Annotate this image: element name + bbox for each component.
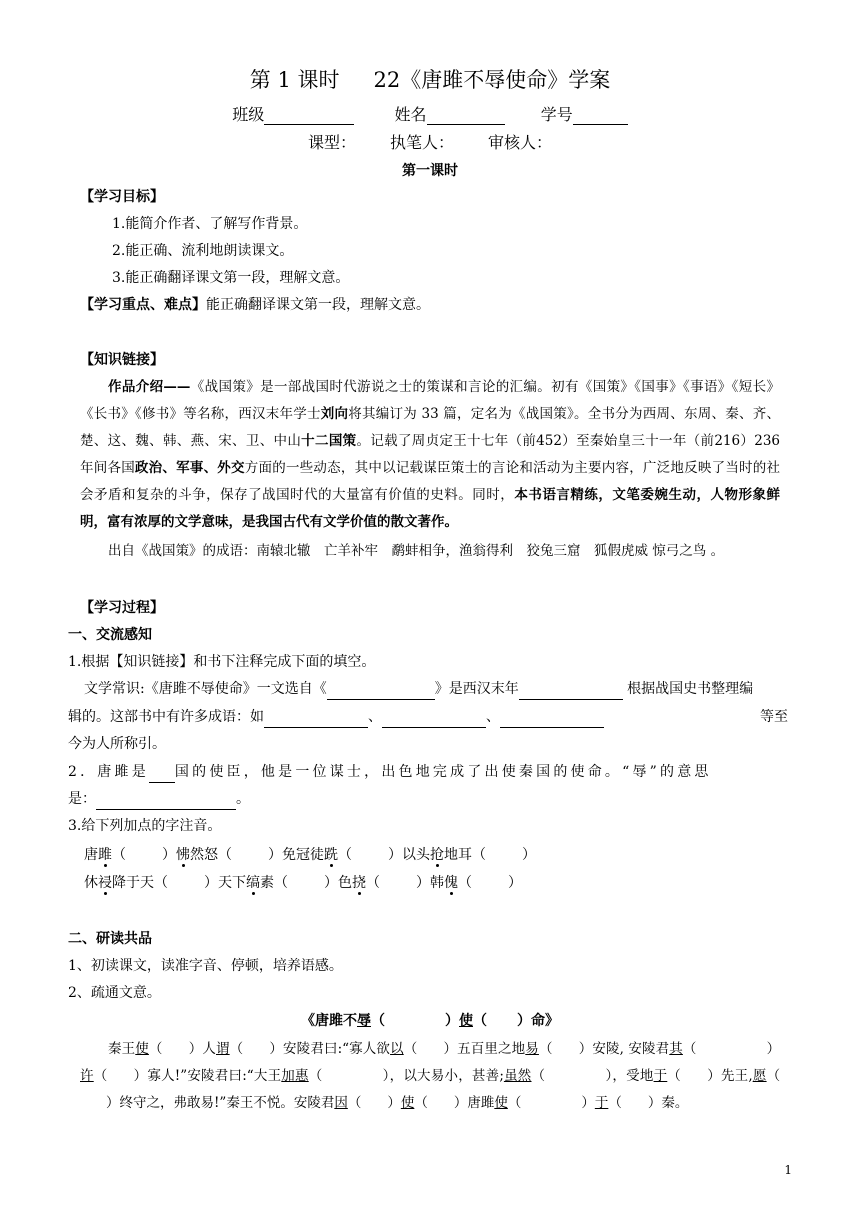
pinyin-dotted-char: 挠 <box>352 875 366 891</box>
title-lesson: 第 1 课时 <box>249 68 340 92</box>
pinyin-blank[interactable]: （ ） <box>112 847 176 863</box>
passage-keyword: 于 <box>653 1068 668 1084</box>
q1-blank-idiom-3[interactable] <box>500 711 604 728</box>
q1-blank-book[interactable] <box>327 683 435 700</box>
question-1-line-b <box>68 706 788 728</box>
knowledge-heading: 【知识链接】 <box>80 352 164 368</box>
passage-blank[interactable]: （ ） <box>414 1095 468 1111</box>
knowledge-liuxiang: 刘向 <box>320 406 349 422</box>
process-heading: 【学习过程】 <box>80 600 164 616</box>
name-blank[interactable] <box>427 107 505 125</box>
pinyin-post: 素 <box>260 875 274 891</box>
passage-text: 五百里之地 <box>457 1041 526 1057</box>
q1-sep-2: 、 <box>486 709 500 725</box>
name-label: 姓名 <box>394 105 427 124</box>
q2-text-a: 2．唐雎是 <box>68 764 149 780</box>
text-title: 《唐雎不辱（ ）使（ ）命》 <box>301 1013 559 1029</box>
passage-text: ，受地 <box>612 1068 654 1084</box>
knowledge-twelve: 十二国策 <box>301 433 357 449</box>
pinyin-post: 然怒 <box>190 847 218 863</box>
pinyin-pre: 以头 <box>402 847 430 863</box>
pinyin-blank[interactable]: （ ） <box>218 847 282 863</box>
passage-keyword: 其 <box>669 1041 683 1057</box>
question-1-line-a <box>68 678 804 700</box>
writer-label: 执笔人： <box>389 133 454 152</box>
q2-text-c: 是： <box>68 791 96 807</box>
passage <box>80 1036 780 1117</box>
knowledge-paragraph <box>80 374 780 536</box>
pinyin-row-1 <box>84 844 784 866</box>
q1-text-d: 辑的。这部书中有许多成语：如 <box>68 709 264 725</box>
pinyin-item <box>84 875 218 891</box>
passage-keyword: 虽然 <box>503 1068 532 1084</box>
lesson-heading: 第一课时 <box>402 163 458 179</box>
text-title-shi: 使 <box>459 1013 473 1029</box>
pinyin-post: 地耳 <box>444 847 472 863</box>
q2-blank-meaning[interactable] <box>96 793 236 810</box>
pinyin-pre: 色 <box>338 875 352 891</box>
passage-text: 安陵君曰:“寡人欲 <box>283 1041 391 1057</box>
pinyin-post: 降于天 <box>112 875 154 891</box>
pinyin-dotted-char: 傀 <box>444 875 458 891</box>
pinyin-blank[interactable]: （ ） <box>274 875 338 891</box>
question-2-line-b <box>68 788 768 810</box>
q1-blank-author[interactable] <box>519 683 623 700</box>
objective-item-1: 1.能简介作者、了解写作背景。 <box>112 216 308 232</box>
key-points-text: 能正确翻译课文第一段，理解文意。 <box>206 297 430 313</box>
passage-blank[interactable]: （ ） <box>682 1041 781 1057</box>
step-2: 2、疏通文意。 <box>68 985 161 1001</box>
pinyin-item <box>282 847 402 863</box>
passage-blank[interactable]: （ ） <box>403 1041 458 1057</box>
question-2-line-a <box>68 761 788 783</box>
pinyin-pre: 天下 <box>218 875 246 891</box>
page-number: 1 <box>784 1163 792 1177</box>
id-blank[interactable] <box>573 107 628 125</box>
passage-keyword: 使 <box>494 1095 508 1111</box>
passage-text: 安陵, 安陵君 <box>592 1041 670 1057</box>
passage-text: 唐雎 <box>467 1095 495 1111</box>
passage-keyword: 加惠 <box>281 1068 309 1084</box>
knowledge-politics: 政治、军事、外交 <box>134 460 245 476</box>
id-label: 学号 <box>540 105 573 124</box>
title-text: 22《唐雎不辱使命》学案 <box>373 68 611 92</box>
question-1-line-c: 今为人所称引。 <box>68 736 166 752</box>
pinyin-dotted-char: 雎 <box>98 847 112 863</box>
passage-keyword: 于 <box>594 1095 609 1111</box>
text-title-ru: 辱 <box>357 1013 371 1029</box>
passage-keyword: 愿 <box>752 1068 767 1084</box>
pinyin-item <box>218 875 338 891</box>
passage-blank[interactable]: （ ） <box>308 1068 390 1084</box>
pinyin-blank[interactable]: （ ） <box>366 875 430 891</box>
pinyin-blank[interactable]: （ ） <box>154 875 218 891</box>
passage-text: 终守之，弗敢易!”秦王不悦。安陵君 <box>119 1095 335 1111</box>
q1-blank-idiom-1[interactable] <box>264 711 368 728</box>
passage-keyword: 许 <box>80 1068 94 1084</box>
passage-blank[interactable]: （ ） <box>507 1095 595 1111</box>
passage-blank[interactable]: （ ） <box>608 1095 662 1111</box>
question-1: 1.根据【知识链接】和书下注释完成下面的填空。 <box>68 654 376 670</box>
idioms-paragraph: 出自《战国策》的成语：南辕北辙 亡羊补牢 鹬蚌相争，渔翁得利 狡兔三窟 狐假虎威 惊弓之鸟 。 <box>108 543 725 559</box>
pinyin-blank[interactable]: （ ） <box>338 847 402 863</box>
key-points-heading: 【学习重点、难点】 <box>80 297 206 313</box>
section-two-heading: 二、研读共品 <box>68 931 152 947</box>
passage-text: 秦王 <box>108 1041 136 1057</box>
knowledge-text-b: 将其编订为 33 篇，定名为《战国策》。全书分为西周、东周、秦、齐、楚、这、魏、韩、燕、宋、卫、中山 <box>80 406 781 449</box>
meta-line <box>0 130 860 153</box>
q2-text-d: 。 <box>236 791 250 807</box>
passage-keyword: 易 <box>525 1041 539 1057</box>
knowledge-bold-end: 本书语言精练，文笔委婉生动，人物形象鲜明，富有浓厚的文学意味，是我国古代有文学价值的散文著作。 <box>80 487 781 530</box>
passage-blank[interactable]: （ ） <box>667 1068 721 1084</box>
intro-label: 作品介绍—— <box>108 379 191 395</box>
pinyin-dotted-char: 抢 <box>430 847 444 863</box>
question-3: 3.给下列加点的字注音。 <box>68 818 222 834</box>
student-info-line <box>0 102 860 125</box>
type-label: 课型： <box>307 133 356 152</box>
passage-blank[interactable]: （ ） <box>229 1041 284 1057</box>
q1-text-e: 等至 <box>760 709 788 725</box>
pinyin-pre: 免冠徒 <box>282 847 324 863</box>
class-blank[interactable] <box>264 107 354 125</box>
q1-blank-idiom-2[interactable] <box>382 711 486 728</box>
pinyin-blank[interactable]: （ ） <box>472 847 536 863</box>
passage-blank[interactable]: （ ） <box>347 1095 401 1111</box>
text-title-d: 命》 <box>531 1013 559 1029</box>
q1-sep-1: 、 <box>368 709 382 725</box>
q1-text-a: 文学常识:《唐雎不辱使命》一文选自《 <box>84 681 327 697</box>
pinyin-pre: 韩 <box>430 875 444 891</box>
section-one-heading: 一、交流感知 <box>68 627 152 643</box>
passage-text: ，以大易小，甚善; <box>389 1068 504 1084</box>
q1-text-b: 》是西汉末年 <box>434 681 519 697</box>
q2-text-b: 国的使臣，他是一位谋士，出色地完成了出使秦国的使命。“辱”的意思 <box>174 764 712 780</box>
pinyin-item <box>402 847 536 863</box>
class-label: 班级 <box>232 105 265 124</box>
objectives-heading: 【学习目标】 <box>80 189 164 205</box>
passage-keyword: 以 <box>390 1041 404 1057</box>
pinyin-blank[interactable]: （ ） <box>458 875 522 891</box>
knowledge-text-d: 方面的一些动态，其中以记载谋臣策士的言论和活动为主要内容，广泛地反映了当时的社会矛盾和复杂的斗争，保存了战国时代的大量富有价值的史料。同时， <box>80 460 781 503</box>
pinyin-dotted-char: 怫 <box>176 847 190 863</box>
passage-text: 寡人!”安陵君曰:“大王 <box>147 1068 282 1084</box>
passage-keyword: 因 <box>334 1095 348 1111</box>
objective-item-3: 3.能正确翻译课文第一段，理解文意。 <box>112 270 350 286</box>
passage-blank[interactable]: （ ） <box>148 1041 203 1057</box>
key-points <box>80 294 780 316</box>
passage-blank[interactable]: （ ） <box>93 1068 148 1084</box>
text-title-a: 《唐雎不 <box>301 1013 357 1029</box>
pinyin-pre: 休 <box>84 875 98 891</box>
passage-keyword: 使 <box>400 1095 415 1111</box>
pinyin-item <box>338 875 430 891</box>
page-title <box>0 64 860 94</box>
knowledge-text-a: 《战国策》是一部战国时代游说之士的策谋和言论的汇编。初有《国策》《国事》《事语》《短长》《长书》《修书》等名称，西汉末年学士 <box>80 379 780 422</box>
passage-end: 秦。 <box>661 1095 689 1111</box>
passage-keyword: 谓 <box>215 1041 230 1057</box>
pinyin-row-2 <box>84 872 784 894</box>
step-1: 1、初读课文，读准字音、停顿，培养语感。 <box>68 958 343 974</box>
passage-text: 人 <box>202 1041 216 1057</box>
pinyin-pre: 唐 <box>84 847 98 863</box>
pinyin-dotted-char: 缟 <box>246 875 260 891</box>
q1-text-c: 根据战国史书整理编 <box>627 681 754 697</box>
passage-blank[interactable]: （ ） <box>538 1041 593 1057</box>
passage-text: 先王, <box>720 1068 753 1084</box>
pinyin-item <box>430 875 522 891</box>
passage-keyword: 使 <box>135 1041 149 1057</box>
knowledge-text-c: 。记载了周贞定王十七年（前452）至秦始皇三十一年（前216）236 年间各国 <box>80 433 780 476</box>
passage-blank[interactable]: （） <box>106 1068 781 1111</box>
pinyin-dotted-char: 祲 <box>98 875 112 891</box>
objective-item-2: 2.能正确、流利地朗读课文。 <box>112 243 294 259</box>
reviewer-label: 审核人： <box>488 133 553 152</box>
pinyin-dotted-char: 跣 <box>324 847 338 863</box>
q2-blank-country[interactable] <box>149 766 175 783</box>
pinyin-item <box>84 847 176 863</box>
passage-blank[interactable]: （ ） <box>531 1068 613 1084</box>
pinyin-item <box>176 847 282 863</box>
